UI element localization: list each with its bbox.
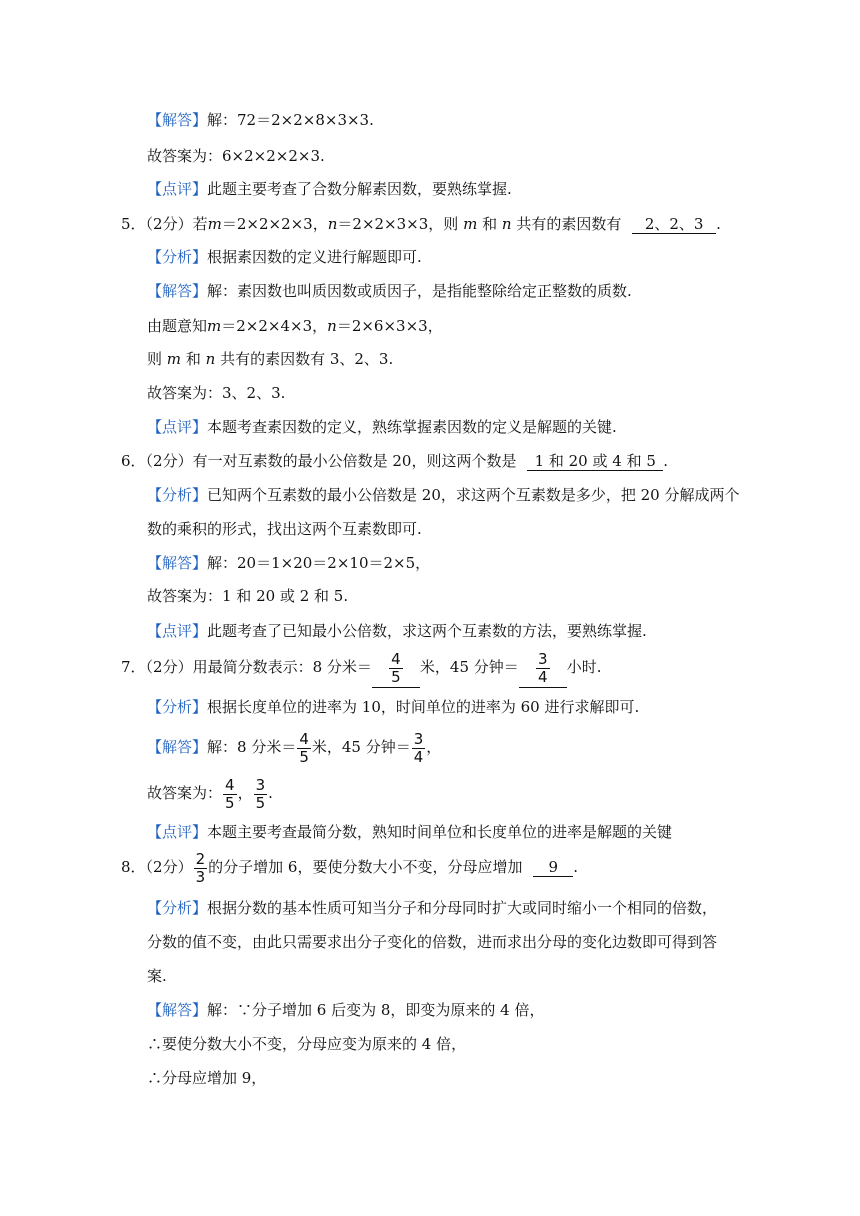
var-n: n [327,317,337,335]
analysis-text: 根据素因数的定义进行解题即可. [207,248,422,266]
stem-text: 有一对互素数的最小公倍数是 20，则这两个数是 [192,452,517,470]
review-text: 本题主要考查最简分数，熟知时间单位和长度单位的进率是解题的关键 [207,823,673,841]
q7-answer [147,728,441,766]
q8-analysis-cont: 案. [147,967,167,985]
q6-answer [147,553,430,573]
review-text: 本题考查素因数的定义，熟练掌握素因数的定义是解题的关键. [207,418,617,436]
text: 和 [185,350,201,368]
fraction [254,777,268,812]
review-tag: 【点评】 [147,418,208,436]
q5-review [147,417,617,437]
stem-text: 用最简分数表示：8 分米＝ [192,658,372,676]
q8-line3: ∴分母应增加 9， [147,1069,267,1087]
stem-text: 若 [192,215,208,233]
answer-tag: 【解答】 [147,554,208,572]
var-n: n [501,215,512,233]
separator: ， [237,784,253,802]
q5-line3 [147,349,393,369]
question-number: 6．（2分） [121,452,193,470]
q4-review [147,179,512,199]
q7-stem [121,648,602,688]
answer-tag: 【解答】 [147,738,208,756]
analysis-tag: 【分析】 [147,899,208,917]
numerator: 3 [538,650,548,668]
q8-line2: ∴要使分数大小不变，分母应变为原来的 4 倍， [147,1035,467,1053]
answer-blank: 1 和 20 或 4 和 5 [527,452,663,471]
q6-review [147,621,647,641]
q8-analysis-cont: 分数的值不变，由此只需要求出分子变化的倍数，进而求出分母的变化边数即可得到答 [147,933,718,951]
q5-line2 [147,316,443,336]
text: ＝2×2×4×3， [221,317,328,335]
answer-text: 解：20＝1×20＝2×10＝2×5， [207,554,431,572]
answer-text: 解：8 分米＝ [207,738,297,756]
review-text: 此题主要考查了合数分解素因数，要熟练掌握. [207,180,512,198]
stem-end: . [573,858,579,876]
text: 则 [147,350,163,368]
analysis-text: 已知两个互素数的最小公倍数是 20，求这两个互素数是多少，把 20 分解成两个 [207,486,740,504]
analysis-tag: 【分析】 [147,486,208,504]
fraction [297,731,311,766]
denominator: 5 [255,793,266,812]
question-number: 8．（2分） [121,858,193,876]
text: 由题意知 [147,317,208,335]
denominator: 5 [225,793,235,812]
text: 共有的素因数有 3、2、3. [220,350,394,368]
text: ＝2×6×3×3， [336,317,443,335]
var-n: n [327,215,338,233]
analysis-tag: 【分析】 [147,698,208,716]
q8-stem [121,848,578,886]
answer-blank: 9 [533,858,573,877]
question-number: 5．（2分） [121,215,193,233]
var-m: m [207,215,222,233]
review-text: 此题考查了已知最小公倍数，求这两个互素数的方法，要熟练掌握. [207,622,647,640]
q6-analysis-cont: 数的乘积的形式，找出这两个互素数即可. [147,520,422,538]
analysis-text: 根据分数的基本性质可知当分子和分母同时扩大或同时缩小一个相同的倍数， [207,899,718,917]
answer-blank: 2、2、3 [632,215,716,234]
var-m: m [463,215,478,233]
review-tag: 【点评】 [147,622,208,640]
fraction [194,851,208,886]
q5-stem [121,214,721,234]
stem-text: ＝2×2×2×3， [221,215,328,233]
question-number: 7．（2分） [121,658,193,676]
answer-text: 解：72＝2×2×8×3×3. [207,111,374,129]
q4-result: 故答案为：6×2×2×2×3. [147,147,325,165]
q4-answer [147,110,374,130]
q7-analysis [147,697,639,717]
q6-analysis [147,485,740,505]
var-m: m [166,350,182,368]
numerator: 4 [225,775,235,794]
q7-review [147,822,672,842]
answer-tag: 【解答】 [147,1001,208,1019]
q5-answer [147,281,632,301]
review-tag: 【点评】 [147,180,208,198]
denominator: 4 [413,747,424,766]
fraction [536,651,550,686]
stem-end: . [663,452,669,470]
stem-text: 小时. [566,658,602,676]
stem-text: 的分子增加 6，要使分数大小不变，分母应增加 [208,858,523,876]
stem-text: ＝2×2×3×3，则 [337,215,459,233]
fraction [389,651,403,686]
analysis-text: 根据长度单位的进率为 10，时间单位的进率为 60 进行求解即可. [207,698,640,716]
q8-answer [147,1000,545,1020]
q5-analysis [147,247,422,267]
stem-text: 米，45 分钟＝ [419,658,519,676]
result-end: . [268,784,273,802]
q8-analysis [147,898,717,918]
q7-result [147,774,273,812]
analysis-tag: 【分析】 [147,248,208,266]
denominator: 5 [391,668,401,686]
denominator: 3 [195,867,206,886]
fraction [223,777,237,812]
var-n: n [205,350,216,368]
numerator: 4 [299,729,309,748]
numerator: 4 [391,650,401,668]
answer-tag: 【解答】 [147,111,208,129]
result-text: 故答案为： [147,784,223,802]
numerator: 2 [195,849,206,868]
answer-text: 解：∵分子增加 6 后变为 8，即变为原来的 4 倍， [207,1001,545,1019]
q6-stem [121,451,668,471]
q5-result: 故答案为：3、2、3. [147,384,286,402]
var-m: m [207,317,222,335]
stem-text: 共有的素因数有 [516,215,622,233]
q6-result: 故答案为：1 和 20 或 2 和 5. [147,587,349,605]
answer-text: 解：素因数也叫质因数或质因子，是指能整除给定正整数的质数. [207,282,632,300]
answer-text: ， [426,738,442,756]
stem-text: 和 [482,215,498,233]
numerator: 3 [255,775,266,794]
review-tag: 【点评】 [147,823,208,841]
answer-text: 米，45 分钟＝ [311,738,411,756]
answer-blank [372,649,420,688]
fraction [412,731,426,766]
answer-blank [519,649,567,688]
numerator: 3 [413,729,424,748]
stem-end: . [716,215,721,233]
denominator: 5 [299,747,309,766]
denominator: 4 [538,668,548,686]
answer-tag: 【解答】 [147,282,208,300]
